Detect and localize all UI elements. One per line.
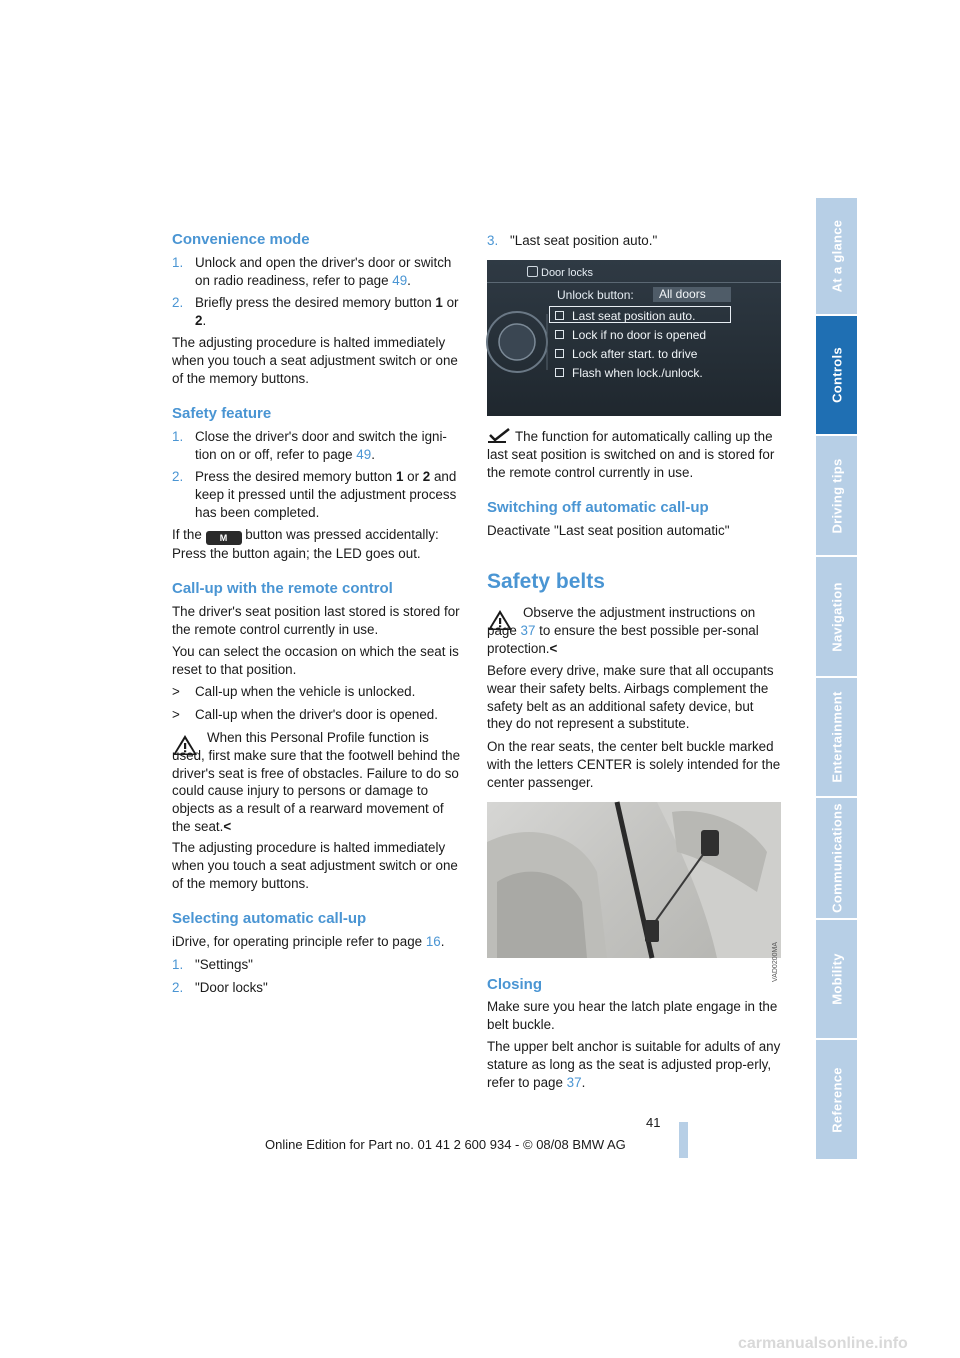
options-list [555,307,706,383]
page-link-37[interactable]: 37 [520,622,536,638]
tab-mobility[interactable]: Mobility [816,920,857,1038]
callup-paragraph-3: The adjusting procedure is halted immediately when you touch a seat adjustment switch or one of the memory buttons. [172,840,458,891]
belts-paragraph-2: On the rear seats, the center belt buckle marked with the letters CENTER is solely intended for the center passenger. [487,739,781,790]
heading-closing: Closing [487,976,542,993]
safety-step-2: 2. Press the desired memory button 1 or 2 and keep it pressed until the adjustment process has been completed. [172,469,457,520]
callup-paragraph-2: You can select the occasion on which the seat is reset to that position. [172,644,459,677]
option-lock-no-door[interactable]: Lock if no door is opened [555,326,706,345]
tab-navigation[interactable]: Navigation [816,557,857,676]
image-code: VAD0200MA [772,942,779,982]
convenience-step-1: 1. Unlock and open the driver's door or switch on radio readiness, refer to page 49. [172,255,452,288]
heading-safety-feature: Safety feature [172,405,272,422]
safety-step-1: 1. Close the driver's door and switch the igni-tion on or off, refer to page 49. [172,429,447,462]
callup-warning: When this Personal Profile function is used, first make sure that the footwell behind the driver's seat is free of obstacles. Failure to do so could cause injury to persons or damage to objects as a result of a rearward movement of the seat.< [172,730,461,834]
checkbox-icon [555,330,564,339]
closing-paragraph-1: Make sure you hear the latch plate engage in the belt buckle. [487,999,778,1032]
checkbox-icon [555,311,564,320]
selecting-paragraph: iDrive, for operating principle refer to page 16. [172,934,445,949]
tab-entertainment[interactable]: Entertainment [816,678,857,796]
callup-bullet-1: > Call-up when the vehicle is unlocked. [172,684,416,699]
accidental-press-paragraph: If the M button was pressed accidentally: Press the button again; the LED goes out. [172,527,439,561]
page-link-49[interactable]: 49 [356,446,372,462]
page-link-37[interactable]: 37 [566,1074,582,1090]
unlock-button-label: Unlock button: [557,288,634,302]
checkbox-icon [555,368,564,377]
tab-controls[interactable]: Controls [816,316,857,434]
selecting-step-3: 3. "Last seat position auto." [487,233,658,248]
option-lock-after-start[interactable]: Lock after start. to drive [555,345,706,364]
page-number: 41 [646,1115,661,1130]
tab-at-a-glance[interactable]: At a glance [816,198,857,314]
selecting-step-2: 2. "Door locks" [172,980,268,995]
heading-selecting-callup: Selecting automatic call-up [172,910,367,927]
door-lock-icon [527,266,538,277]
unlock-button-value[interactable]: All doors [653,287,731,302]
switching-paragraph: Deactivate "Last seat position automatic" [487,523,730,538]
heading-safety-belts: Safety belts [487,570,605,593]
option-last-seat-position[interactable]: Last seat position auto. [555,307,706,326]
callup-paragraph-1: The driver's seat position last stored is stored for the remote control currently in use. [172,604,460,637]
page-link-49[interactable]: 49 [392,272,408,288]
memory-m-button-icon: M [206,531,242,545]
closing-paragraph-2: The upper belt anchor is suitable for adults of any stature as long as the seat is adjusted prop-erly, refer to page 37. [487,1039,781,1090]
tab-communications[interactable]: Communications [816,798,857,918]
convenience-paragraph: The adjusting procedure is halted immediately when you touch a seat adjustment switch or one of the memory buttons. [172,335,458,386]
convenience-step-2: 2. Briefly press the desired memory button 1 or 2. [172,295,459,328]
callup-bullet-2: > Call-up when the driver's door is opened. [172,707,438,722]
belts-paragraph-1: Before every drive, make sure that all occupants wear their safety belts. Airbags complement the safety belt as an additional safety device, but they do not represent a substitute. [487,663,774,732]
tab-reference[interactable]: Reference [816,1040,857,1159]
online-edition-note: Online Edition for Part no. 01 41 2 600 934 - © 08/08 BMW AG [265,1137,626,1152]
idrive-door-locks-screen [487,260,781,416]
tab-driving-tips[interactable]: Driving tips [816,436,857,555]
selecting-step-1: 1. "Settings" [172,957,253,972]
seat-belt-photo [487,802,781,982]
check-paragraph: The function for automatically calling up the last seat position is switched on and is stored for the remote control currently in use. [487,429,775,480]
option-flash[interactable]: Flash when lock./unlock. [555,364,706,383]
belts-warning: Observe the adjustment instructions on page 37 to ensure the best possible per-sonal protection.< [487,605,759,656]
heading-switching-off: Switching off automatic call-up [487,499,709,516]
watermark: carmanualsonline.info [738,1335,908,1352]
page-link-16[interactable]: 16 [425,934,441,949]
heading-convenience-mode: Convenience mode [172,231,310,248]
heading-callup-remote: Call-up with the remote control [172,580,393,597]
seat-belt-illustration [487,802,781,958]
page-marker-bar [679,1122,688,1158]
checkbox-icon [555,349,564,358]
screen-title: Door locks [527,266,593,279]
